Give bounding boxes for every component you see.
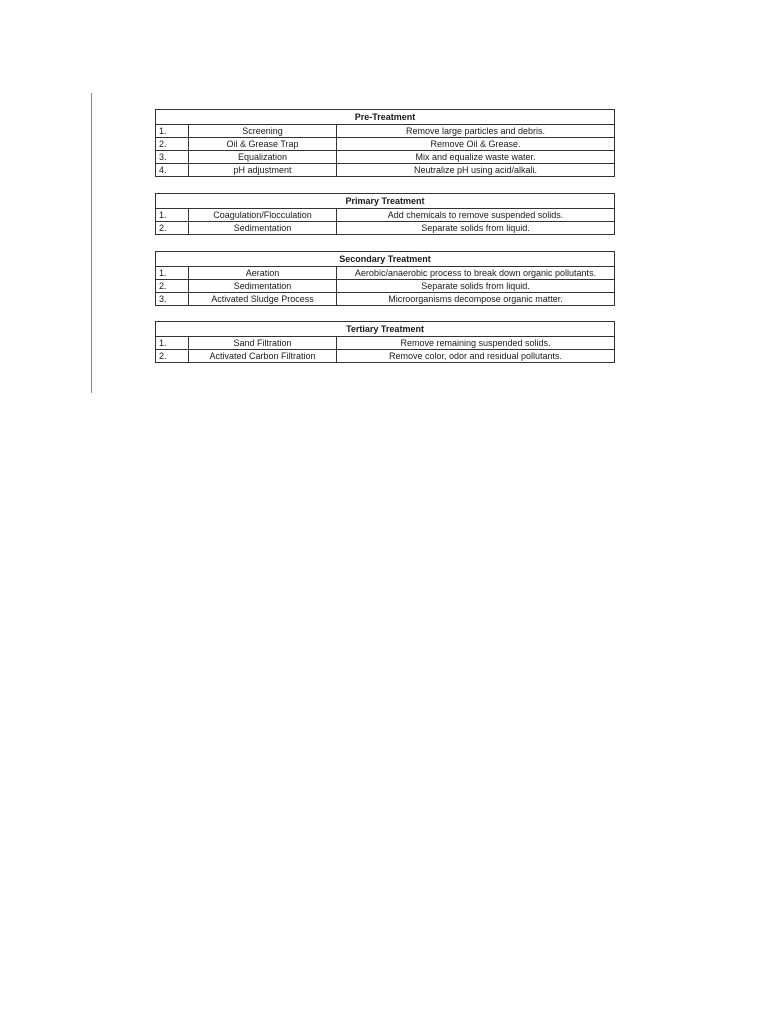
table-row bbox=[156, 280, 615, 293]
table-row bbox=[156, 164, 615, 177]
row-number: 1. bbox=[156, 267, 189, 280]
table-header-row bbox=[156, 110, 615, 125]
row-description: Neutralize pH using acid/alkali. bbox=[337, 164, 615, 177]
row-description: Separate solids from liquid. bbox=[337, 280, 615, 293]
table-row bbox=[156, 222, 615, 235]
table-row bbox=[156, 209, 615, 222]
row-step: Coagulation/Flocculation bbox=[189, 209, 337, 222]
row-number: 4. bbox=[156, 164, 189, 177]
row-number: 3. bbox=[156, 293, 189, 306]
row-description: Remove remaining suspended solids. bbox=[337, 337, 615, 350]
section-title: Secondary Treatment bbox=[156, 252, 615, 267]
row-number: 2. bbox=[156, 350, 189, 363]
row-description: Remove color, odor and residual pollutants. bbox=[337, 350, 615, 363]
row-step: Activated Sludge Process bbox=[189, 293, 337, 306]
row-step: pH adjustment bbox=[189, 164, 337, 177]
row-number: 1. bbox=[156, 337, 189, 350]
section-title: Tertiary Treatment bbox=[156, 322, 615, 337]
margin-rule bbox=[91, 93, 92, 393]
section-title: Primary Treatment bbox=[156, 194, 615, 209]
row-step: Aeration bbox=[189, 267, 337, 280]
pre-treatment-table bbox=[155, 109, 615, 177]
row-number: 2. bbox=[156, 222, 189, 235]
row-description: Separate solids from liquid. bbox=[337, 222, 615, 235]
row-description: Aerobic/anaerobic process to break down organic pollutants. bbox=[337, 267, 615, 280]
tertiary-treatment-table bbox=[155, 321, 615, 363]
row-description: Remove large particles and debris. bbox=[337, 125, 615, 138]
primary-treatment-table bbox=[155, 193, 615, 235]
row-description: Microorganisms decompose organic matter. bbox=[337, 293, 615, 306]
row-description: Mix and equalize waste water. bbox=[337, 151, 615, 164]
row-number: 1. bbox=[156, 125, 189, 138]
row-step: Sand Filtration bbox=[189, 337, 337, 350]
secondary-treatment-section bbox=[155, 251, 614, 306]
row-step: Equalization bbox=[189, 151, 337, 164]
table-row bbox=[156, 293, 615, 306]
row-step: Activated Carbon Filtration bbox=[189, 350, 337, 363]
row-description: Add chemicals to remove suspended solids. bbox=[337, 209, 615, 222]
table-header-row bbox=[156, 252, 615, 267]
primary-treatment-section bbox=[155, 193, 614, 235]
secondary-treatment-table bbox=[155, 251, 615, 306]
row-step: Sedimentation bbox=[189, 280, 337, 293]
row-step: Sedimentation bbox=[189, 222, 337, 235]
row-step: Screening bbox=[189, 125, 337, 138]
row-number: 2. bbox=[156, 280, 189, 293]
row-number: 2. bbox=[156, 138, 189, 151]
tertiary-treatment-section bbox=[155, 321, 614, 363]
table-header-row bbox=[156, 194, 615, 209]
table-row bbox=[156, 125, 615, 138]
row-description: Remove Oil & Grease. bbox=[337, 138, 615, 151]
pre-treatment-section bbox=[155, 109, 614, 177]
table-row bbox=[156, 267, 615, 280]
table-row bbox=[156, 138, 615, 151]
table-row bbox=[156, 350, 615, 363]
row-step: Oil & Grease Trap bbox=[189, 138, 337, 151]
section-title: Pre-Treatment bbox=[156, 110, 615, 125]
table-row bbox=[156, 337, 615, 350]
table-row bbox=[156, 151, 615, 164]
row-number: 3. bbox=[156, 151, 189, 164]
row-number: 1. bbox=[156, 209, 189, 222]
table-header-row bbox=[156, 322, 615, 337]
